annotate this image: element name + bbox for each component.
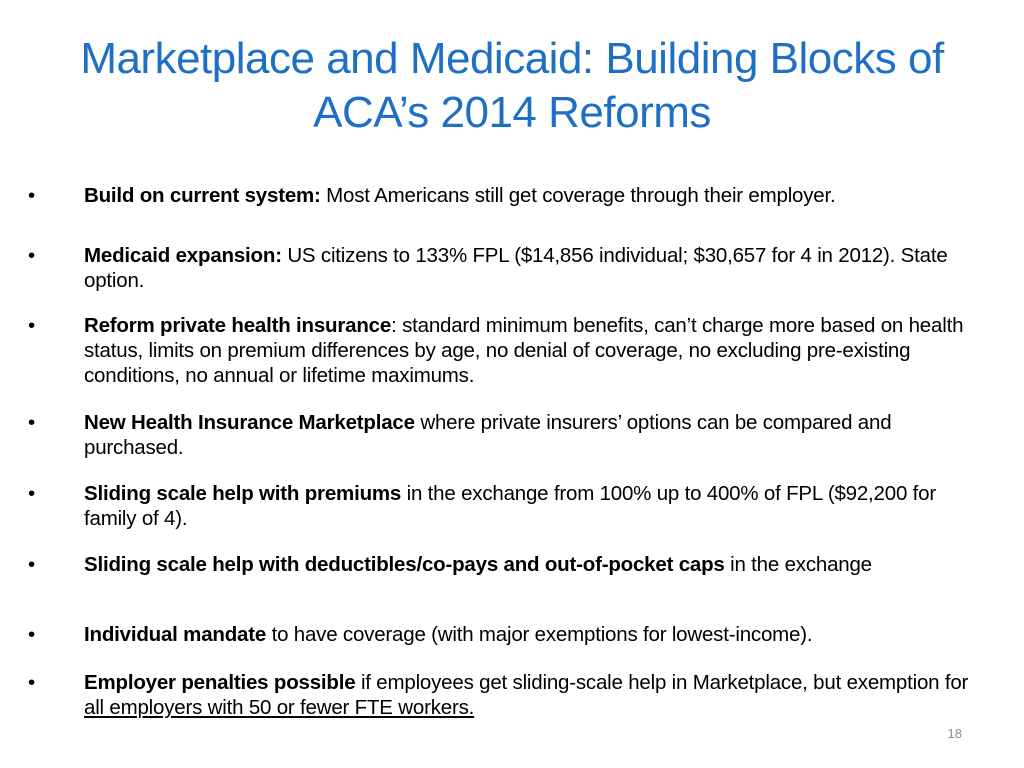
- bullet-heading: Reform private health insurance: [84, 314, 392, 337]
- bullet-heading: Individual mandate: [84, 623, 267, 646]
- bullet-item: [28, 481, 988, 531]
- bullet-point-icon: •: [28, 623, 35, 646]
- bullet-text: [84, 670, 988, 720]
- bullet-point-icon: •: [28, 184, 35, 207]
- bullet-item: [28, 243, 988, 293]
- bullet-text: [84, 481, 988, 531]
- bullet-point-icon: •: [28, 314, 35, 337]
- bullet-text: [84, 622, 988, 647]
- bullet-text: [84, 313, 988, 388]
- bullet-text: [84, 552, 988, 577]
- bullet-heading: Sliding scale help with premiums: [84, 482, 402, 505]
- slide-title: [0, 32, 1024, 140]
- bullet-point-icon: •: [28, 553, 35, 576]
- bullet-item: [28, 410, 988, 460]
- slide-title-line-2: ACA’s 2014 Reforms: [313, 88, 711, 137]
- bullet-item: [28, 670, 988, 720]
- bullet-body: Most Americans still get coverage through their employer.: [320, 184, 836, 207]
- bullet-text: [84, 243, 988, 293]
- bullet-point-icon: •: [28, 244, 35, 267]
- bullet-item: [28, 313, 988, 388]
- bullet-heading: Employer penalties possible: [84, 671, 356, 694]
- bullet-heading: Build on current system:: [84, 184, 321, 207]
- page-number: 18: [947, 726, 962, 741]
- bullet-point-icon: •: [28, 482, 35, 505]
- bullet-underlined-text: all employers with 50 or fewer FTE workers.: [84, 696, 475, 719]
- bullet-text: [84, 410, 988, 460]
- bullet-body: in the exchange from 100% up to 400% of FPL ($92,200 for family of 4).: [84, 482, 936, 530]
- bullet-point-icon: •: [28, 671, 35, 694]
- bullet-body: in the exchange: [724, 553, 872, 576]
- bullet-item: [28, 552, 988, 577]
- bullet-body: if employees get sliding-scale help in Marketplace, but exemption for: [355, 671, 969, 694]
- bullet-item: [28, 183, 988, 208]
- bullet-heading: Sliding scale help with deductibles/co-pays and out-of-pocket caps: [84, 553, 725, 576]
- bullet-body: US citizens to 133% FPL ($14,856 individual; $30,657 for 4 in 2012). State option.: [84, 244, 948, 292]
- bullet-heading: Medicaid expansion:: [84, 244, 282, 267]
- bullet-heading: New Health Insurance Marketplace: [84, 411, 415, 434]
- slide-title-line-1: Marketplace and Medicaid: Building Blocks of: [80, 34, 944, 83]
- bullet-point-icon: •: [28, 411, 35, 434]
- bullet-body: to have coverage (with major exemptions for lowest-income).: [266, 623, 813, 646]
- bullet-item: [28, 622, 988, 647]
- bullet-body: where private insurers’ options can be compared and purchased.: [84, 411, 892, 459]
- bullet-text: [84, 183, 988, 208]
- bullet-body: : standard minimum benefits, can’t charge more based on health status, limits on premium differences by age, no denial of coverage, no excluding pre-existing conditions, no annual or lifetime maximums.: [84, 314, 964, 387]
